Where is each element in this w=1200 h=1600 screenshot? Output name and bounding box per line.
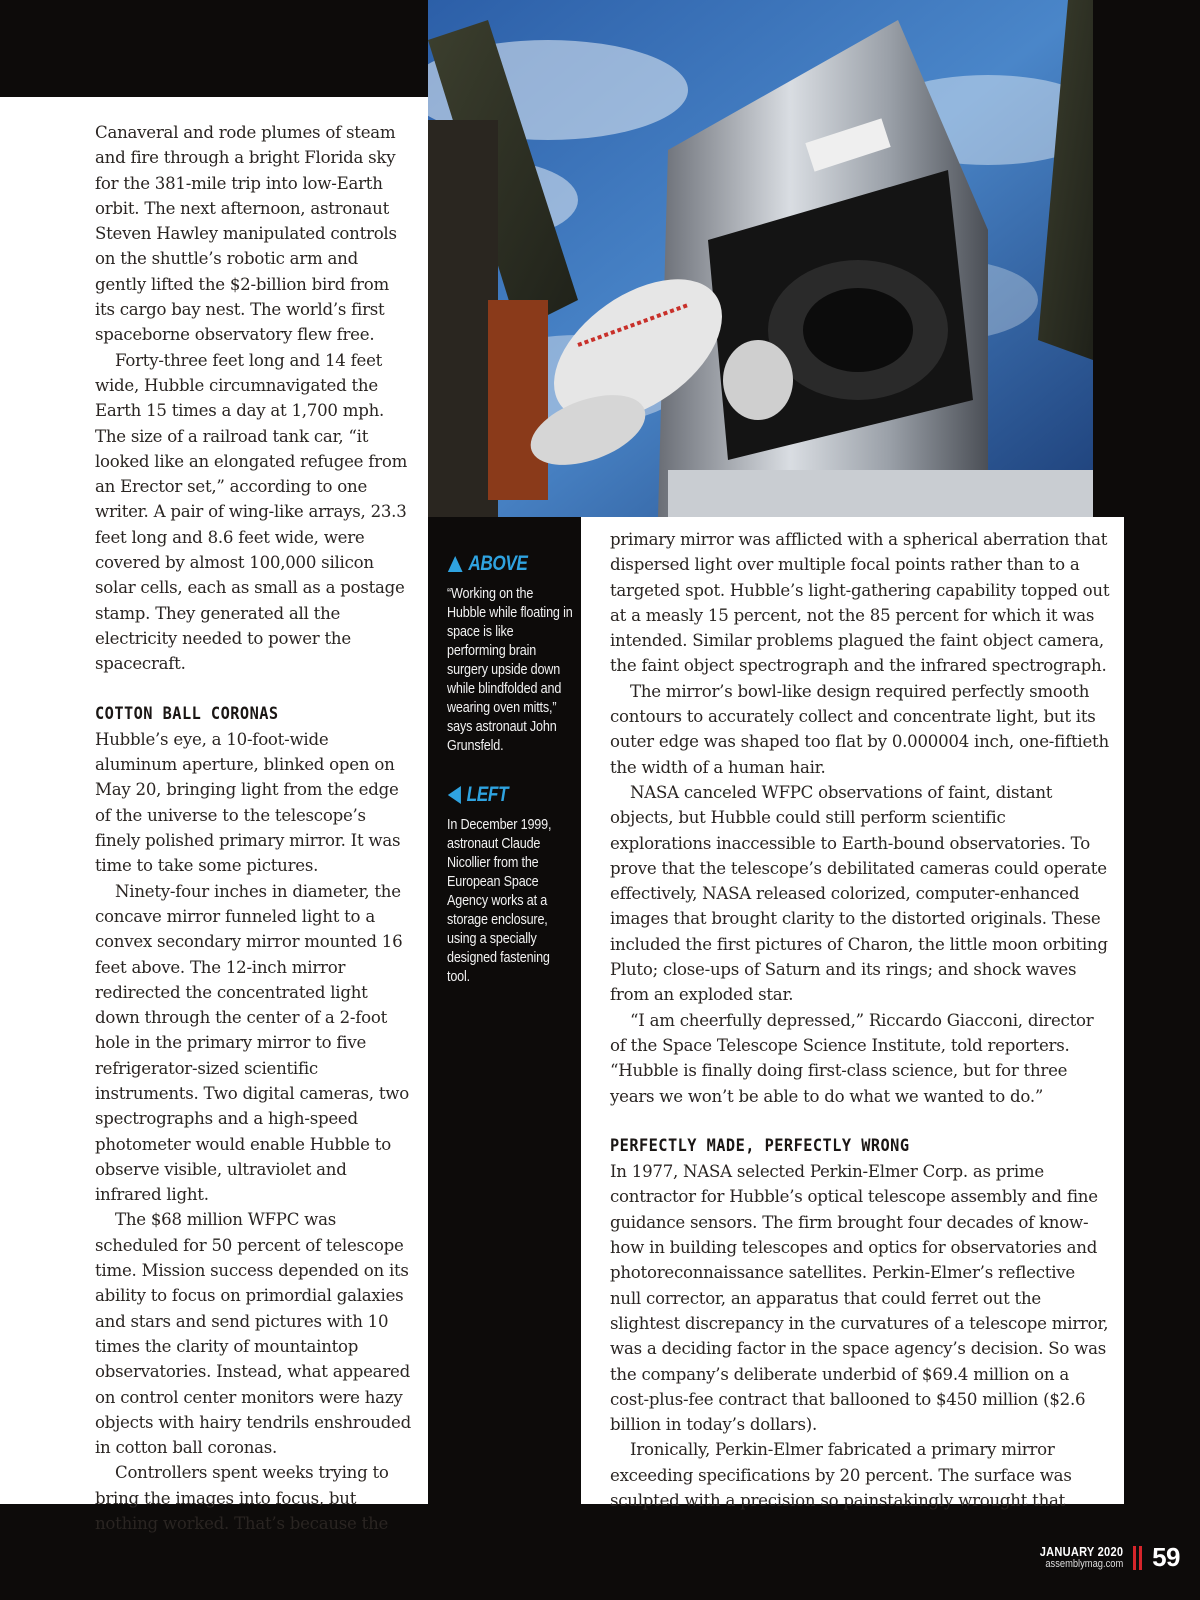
left-paragraph-3: Hubble’s eye, a 10-foot-wide aluminum aperture, blinked open on May 20, bringing light from the edge of the universe to the telescope’s finely polished primary mirror. It was time to take some pictures.	[95, 729, 401, 876]
left-paragraph-4: Ninety-four inches in diameter, the concave mirror funneled light to a convex secondary mirror mounted 16 feet above. The 12-inch mirror redirected the concentrated light down through the center of a 2-foot hole in the primary mirror to five refrigerator-sized scientific instruments. Two digital cameras, two spectrographs and a high-speed photometer would enable Hubble to observe visible, ultraviolet and infrared light.	[95, 881, 409, 1205]
left-article-column	[95, 120, 413, 1536]
right-paragraph-5: In 1977, NASA selected Perkin-Elmer Corp. as prime contractor for Hubble’s optical telescope assembly and fine guidance sensors. The firm brought four decades of know-how in building telescopes and optics for observatories and photoreconnaissance satellites. Perkin-Elmer’s reflective null corrector, an apparatus that could ferret out the slightest discrepancy in the curvatures of a telescope mirror, was a deciding factor in the space agency’s decision. So was the company’s deliberate underbid of $69.4 million on a cost-plus-fee contract that ballooned to $450 million ($2.6 billion in today’s dollars).	[610, 1162, 1109, 1435]
up-triangle-icon	[447, 555, 463, 573]
photo-captions	[447, 552, 577, 986]
section-spacer	[610, 1109, 1110, 1134]
right-paragraph-4: “I am cheerfully depressed,” Riccardo Giacconi, director of the Space Telescope Science Institute, told reporters. “Hubble is finally doing first-class science, but for three years we won’t be able to do what we wanted to do.”	[610, 1010, 1094, 1106]
footer-meta	[1025, 1543, 1124, 1570]
photo-illustration	[428, 0, 1093, 517]
caption-above-label: ABOVE	[468, 552, 528, 575]
section-heading-perfectly-made: PERFECTLY MADE, PERFECTLY WRONG	[610, 1135, 910, 1156]
left-paragraph-6: Controllers spent weeks trying to bring the images into focus, but nothing worked. That’s because the	[95, 1463, 389, 1534]
caption-left-label: LEFT	[466, 783, 509, 806]
left-paragraph-2: Forty-three feet long and 14 feet wide, Hubble circumnavigated the Earth 15 times a day at 1,700 mph. The size of a railroad tank car, “it looked like an elongated refugee from an Erector set,” according to one writer. A pair of wing-like arrays, 23.3 feet long and 8.6 feet wide, were covered by almost 100,000 silicon solar cells, each as small as a postage stamp. They generated all the electricity needed to power the spacecraft.	[95, 350, 408, 674]
page-number: 59	[1152, 1542, 1180, 1572]
right-article-column	[610, 527, 1110, 1513]
caption-above-text: “Working on the Hubble while floating in space is like performing brain surgery upside down while blindfolded and wearing oven mitts,” says astronaut John Grunsfeld.	[447, 585, 573, 754]
hubble-astronaut-photo	[428, 0, 1093, 517]
right-paragraph-1: primary mirror was afflicted with a spherical aberration that dispersed light over multiple focal points rather than to a targeted spot. Hubble’s light-gathering capability topped out at a measly 15 percent, not the 85 percent for which it was intended. Similar problems plagued the faint object camera, the faint object spectrograph and the infrared spectrograph.	[610, 530, 1110, 676]
footer-divider-bars	[1133, 1546, 1142, 1570]
left-paragraph-1: Canaveral and rode plumes of steam and fire through a bright Florida sky for the 381-mile trip into low-Earth orbit. The next afternoon, astronaut Steven Hawley manipulated controls on the shuttle’s robotic arm and gently lifted the $2-billion bird from its cargo bay nest. The world’s first spaceborne observatory flew free.	[95, 123, 397, 345]
right-paragraph-6: Ironically, Perkin-Elmer fabricated a primary mirror exceeding specifications by 20 percent. The surface was sculpted with a precision so painstakingly wrought that	[610, 1440, 1072, 1510]
left-triangle-icon	[447, 785, 462, 805]
caption-left-heading	[447, 783, 554, 807]
website: assemblymag.com	[1045, 1557, 1124, 1570]
section-heading-cotton-ball: COTTON BALL CORONAS	[95, 703, 279, 724]
caption-above-heading	[447, 552, 554, 576]
right-paragraph-3: NASA canceled WFPC observations of faint, distant objects, but Hubble could still perform scientific explorations inaccessible to Earth-bound observatories. To prove that the telescope’s debilitated cameras could operate effectively, NASA released colorized, computer-enhanced images that brought clarity to the distorted originals. These included the first pictures of Charon, the little moon orbiting Pluto; close-ups of Saturn and its rings; and shock waves from an exploded star.	[610, 782, 1108, 1005]
issue-date: JANUARY 2020	[1039, 1543, 1124, 1559]
section-spacer	[95, 677, 413, 702]
caption-left-text: In December 1999, astronaut Claude Nicollier from the European Space Agency works at a storage enclosure, using a specially designed fastening tool.	[447, 816, 552, 985]
page-footer	[1025, 1542, 1180, 1573]
left-paragraph-5: The $68 million WFPC was scheduled for 50 percent of telescope time. Mission success depended on its ability to focus on primordial galaxies and stars and send pictures with 10 times the clarity of mountaintop observatories. Instead, what appeared on control center monitors were hazy objects with hairy tendrils enshrouded in cotton ball coronas.	[95, 1210, 411, 1458]
right-paragraph-2: The mirror’s bowl-like design required perfectly smooth contours to accurately collect and concentrate light, but its outer edge was shaped too flat by 0.000004 inch, one-fiftieth the width of a human hair.	[610, 681, 1109, 777]
